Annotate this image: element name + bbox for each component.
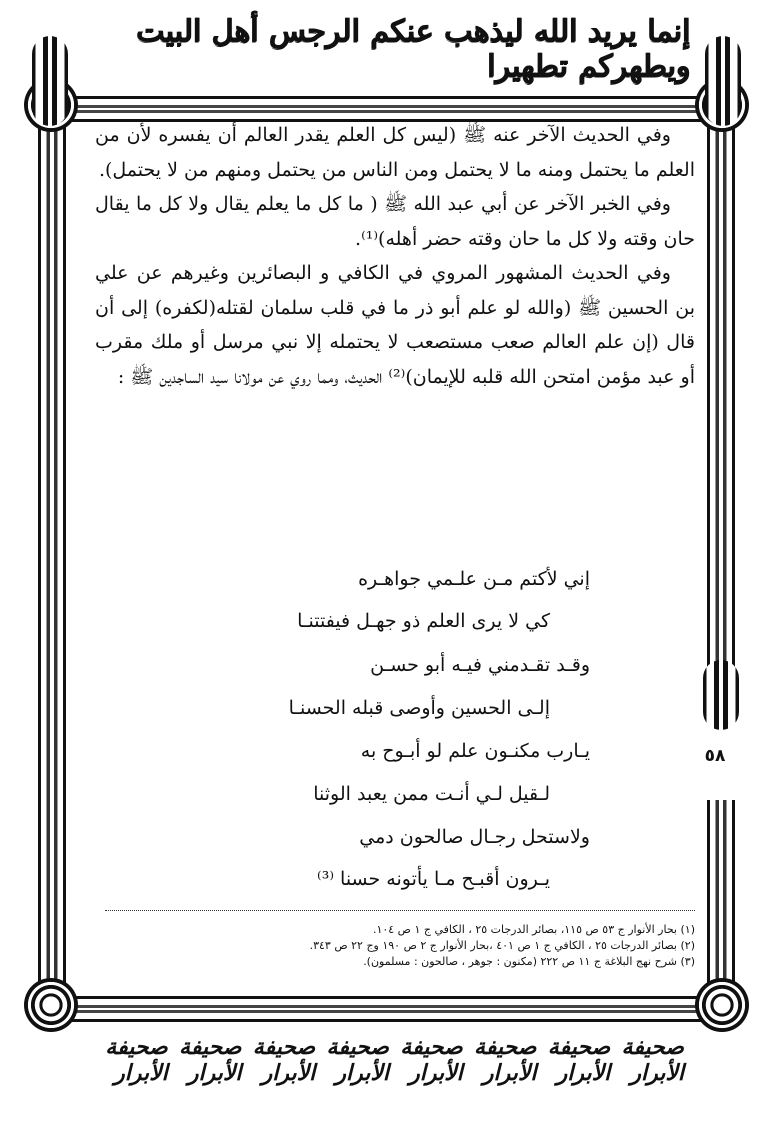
band-word: صحيفة الأبرار xyxy=(390,1033,464,1087)
header-calligraphy: إنما يريد الله ليذهب عنكم الرجس أهل البيت ويطهركم تطهيرا xyxy=(135,14,690,84)
paragraph-2: وفي الخبر الآخر عن أبي عبد الله ﷺ ( ما كل ما يعلم يقال ولا كل ما يقال حان وقته ولا كل ما حان وقته حضر أهله)⁽¹⁾. xyxy=(95,193,695,250)
poem-line: يـرون أقبـح مـا يأتونه حسنا ⁽³⁾ xyxy=(317,868,550,890)
band-word: صحيفة الأبرار xyxy=(538,1033,612,1087)
bottom-calligraphy-band xyxy=(95,1030,685,1090)
poem-line: يـارب مكنـون علم لو أبـوح به xyxy=(360,740,590,762)
footnote: (١) بحار الأنوار ج ٥٣ ص ١١٥، بصائر الدرجات ٢٥ ، الكافي ج ١ ص ١٠٤. xyxy=(372,923,695,936)
footnote: (٢) بصائر الدرجات ٢٥ ، الكافي ج ١ ص ٤٠١ ،بحار الأنوار ج ٢ ص ١٩٠ وج ٢٢ ص ٣٤٣. xyxy=(309,939,695,952)
band-word: صحيفة الأبرار xyxy=(243,1033,317,1087)
main-text xyxy=(95,118,695,394)
frame-finial-top-right xyxy=(705,36,741,126)
footnote: (٣) شرح نهج البلاغة ج ١١ ص ٢٢٢ (مكنون : جوهر ، صالحون : مسلمون). xyxy=(363,955,695,968)
frame-right-bar-upper xyxy=(707,120,735,720)
frame-finial-top-left xyxy=(32,36,68,126)
band-word: صحيفة الأبرار xyxy=(316,1033,390,1087)
poem-line: كي لا يرى العلم ذو جهـل فيفتتنـا xyxy=(297,610,550,632)
paragraph-3: وفي الحديث المشهور المروي في الكافي و البصائرين وغيرهم عن علي بن الحسين ﷺ (والله لو علم أبو ذر ما في قلب سلمان لقتله(لكفره) إلى أن قال (إن علم العالم صعب مستصعب لا يحتمله إلا نبي مرسل أو ملك مقرب أو عبد مؤمن امتحن الله قلبه للإيمان)⁽²⁾ الحديث، ومما روي عن مولانا سيد الساجدين ﷺ : xyxy=(95,262,695,388)
band-word: صحيفة الأبرار xyxy=(464,1033,538,1087)
band-word: صحيفة الأبرار xyxy=(611,1033,685,1087)
page-number: ٥٨ xyxy=(697,738,733,774)
poem-line: لـقيل لـي أنـت ممن يعبد الوثنا xyxy=(313,783,550,805)
frame-right-ornament xyxy=(703,660,739,730)
frame-right-bar-lower xyxy=(707,800,735,990)
poem-line: وقـد تقـدمني فيـه أبو حسـن xyxy=(370,654,590,676)
frame-bottom-bar xyxy=(70,996,710,1022)
frame-corner-bottom-right xyxy=(695,978,749,1032)
poem-line: إلـى الحسين وأوصى قبله الحسنـا xyxy=(288,697,550,719)
footnote-separator xyxy=(105,910,695,911)
footnotes xyxy=(105,922,695,970)
paragraph-1: وفي الحديث الآخر عنه ﷺ (ليس كل العلم يقدر العالم أن يفسره لأن من العلم ما يحتمل ومنه ما لا يحتمل ومن الناس من يحتمل ومنهم من لا يحتمل). xyxy=(95,124,695,181)
frame-left-bar xyxy=(38,120,66,990)
poem-line: إني لأكتم مـن علـمي جواهـره xyxy=(358,568,590,590)
poem-line: ولاستحل رجـال صالحون دمي xyxy=(359,826,590,848)
frame-corner-bottom-left xyxy=(24,978,78,1032)
band-word: صحيفة الأبرار xyxy=(169,1033,243,1087)
band-word: صحيفة الأبرار xyxy=(95,1033,169,1087)
